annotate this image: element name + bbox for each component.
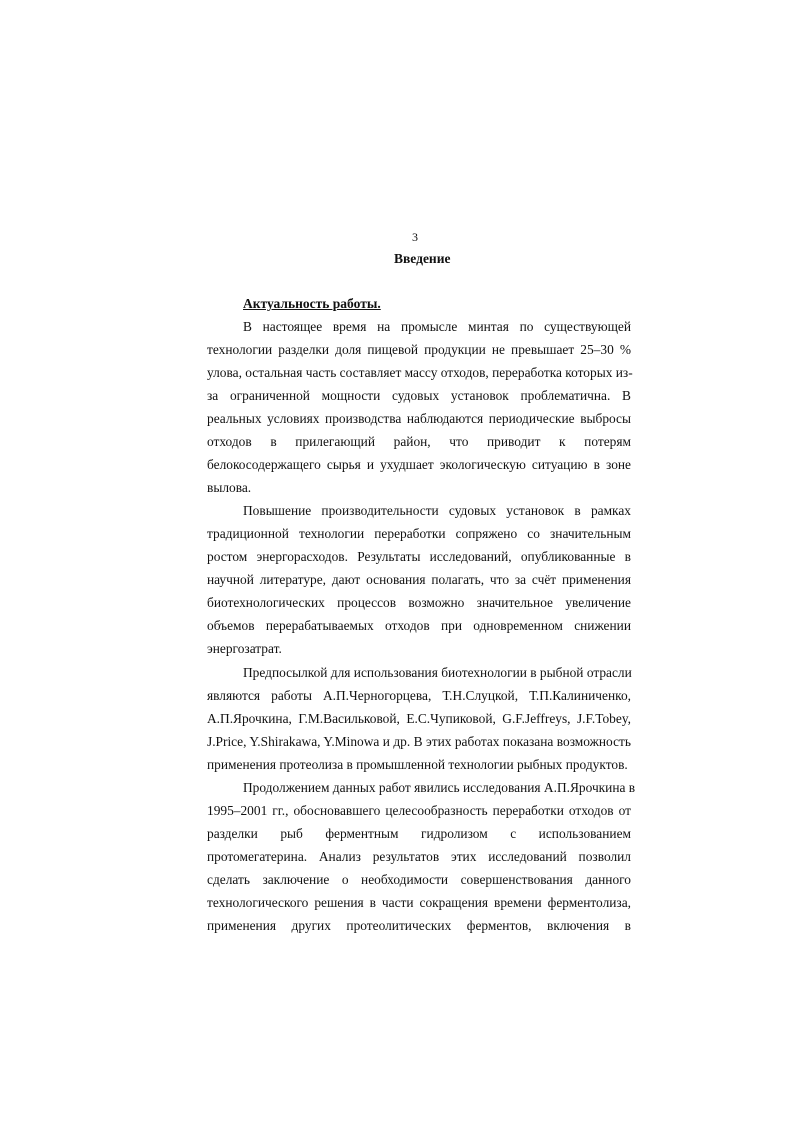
paragraph-line: технологии разделки доля пищевой продукции не превышает 25–30 % — [207, 342, 631, 357]
page-number: 3 — [412, 230, 418, 244]
paragraph-line: 1995–2001 гг., обосновавшего целесообразность переработки отходов от — [207, 803, 631, 818]
paragraph-line: протомегатерина. Анализ результатов этих исследований позволил — [207, 849, 631, 864]
paragraph-line: ростом энергорасходов. Результаты исследований, опубликованные в — [207, 549, 631, 564]
paragraph-line: биотехнологических процессов возможно значительное увеличение — [207, 595, 631, 610]
paragraph-line: J.Price, Y.Shirakawa, Y.Minowa и др. В этих работах показана возможность — [207, 734, 631, 749]
section-title: Актуальность работы. — [243, 296, 381, 311]
paragraph-line: улова, остальная часть составляет массу отходов, переработка которых из- — [207, 365, 633, 380]
paragraph-line: применения других протеолитических ферментов, включения в — [207, 918, 631, 933]
paragraph-line: сделать заключение о необходимости совершенствования данного — [207, 872, 631, 887]
paragraph-line: Продолжением данных работ явились исследования А.П.Ярочкина в — [243, 780, 636, 795]
paragraph-line: реальных условиях производства наблюдаются периодические выбросы — [207, 411, 631, 426]
paragraph-line: технологического решения в части сокращения времени ферментолиза, — [207, 895, 631, 910]
paragraph-line: энергозатрат. — [207, 641, 282, 656]
paragraph-line: традиционной технологии переработки сопряжено со значительным — [207, 526, 631, 541]
paragraph-line: отходов в прилегающий район, что приводит к потерям — [207, 434, 631, 449]
paragraph-line: применения протеолиза в промышленной технологии рыбных продуктов. — [207, 757, 628, 772]
paragraph-line: за ограниченной мощности судовых установок проблематична. В — [207, 388, 631, 403]
paragraph-line: белокосодержащего сырья и ухудшает экологическую ситуацию в зоне — [207, 457, 631, 472]
paragraph-line: являются работы А.П.Черногорцева, Т.Н.Слуцкой, Т.П.Калиниченко, — [207, 688, 631, 703]
paragraph-line: А.П.Ярочкина, Г.М.Васильковой, Е.С.Чупиковой, G.F.Jeffreys, J.F.Tobey, — [207, 711, 631, 726]
page-title: Введение — [394, 251, 451, 266]
paragraph-line: вылова. — [207, 480, 252, 495]
paragraph-line: объемов перерабатываемых отходов при одновременном снижении — [207, 618, 631, 633]
paragraph-line: научной литературе, дают основания полагать, что за счёт применения — [207, 572, 631, 587]
paragraph-line: В настоящее время на промысле минтая по существующей — [243, 319, 631, 334]
paragraph-line: Повышение производительности судовых установок в рамках — [243, 503, 631, 518]
paragraph-line: разделки рыб ферментным гидролизом с использованием — [207, 826, 631, 841]
paragraph-line: Предпосылкой для использования биотехнологии в рыбной отрасли — [243, 665, 632, 680]
